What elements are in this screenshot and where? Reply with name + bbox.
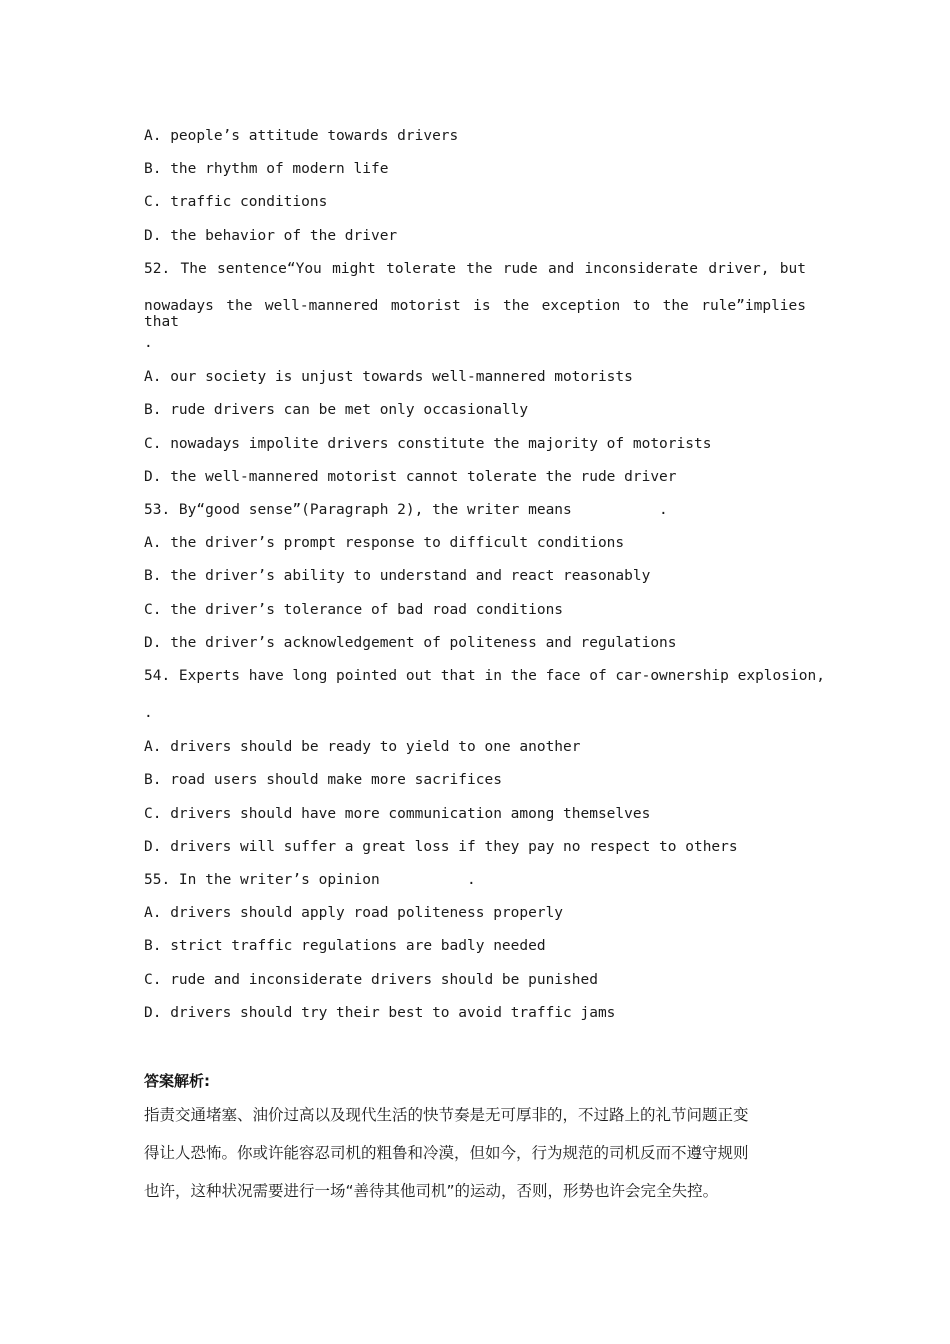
q51-option-b: B. the rhythm of modern life — [144, 161, 389, 177]
q51-option-a: A. people’s attitude towards drivers — [144, 128, 459, 144]
q55-option-b: B. strict traffic regulations are badly needed — [144, 938, 546, 954]
q53-option-a: A. the driver’s prompt response to difficult conditions — [144, 535, 625, 551]
q52-option-d: D. the well-mannered motorist cannot tolerate the rude driver — [144, 469, 677, 485]
q55-option-a: A. drivers should apply road politeness properly — [144, 905, 564, 921]
q53-stem: 53. By“good sense”(Paragraph 2), the writer means . — [144, 502, 668, 518]
answer-heading: 答案解析: — [144, 1072, 210, 1090]
q52-option-c: C. nowadays impolite drivers constitute the majority of motorists — [144, 436, 712, 452]
q54-option-c: C. drivers should have more communication among themselves — [144, 806, 651, 822]
q54-option-a: A. drivers should be ready to yield to one another — [144, 739, 581, 755]
answer-line-2: 得让人恐怖。你或许能容忍司机的粗鲁和冷漠，但如今，行为规范的司机反而不遵守规则 — [144, 1144, 749, 1162]
q54-stem-line2: . — [144, 705, 153, 721]
q53-option-c: C. the driver’s tolerance of bad road conditions — [144, 602, 564, 618]
q54-option-d: D. drivers will suffer a great loss if they pay no respect to others — [144, 839, 738, 855]
q54-option-b: B. road users should make more sacrifices — [144, 772, 502, 788]
q53-option-d: D. the driver’s acknowledgement of politeness and regulations — [144, 635, 677, 651]
q55-option-c: C. rude and inconsiderate drivers should be punished — [144, 972, 598, 988]
q52-stem-line3: . — [144, 335, 153, 351]
q51-option-c: C. traffic conditions — [144, 194, 328, 210]
q52-option-a: A. our society is unjust towards well-mannered motorists — [144, 369, 633, 385]
answer-line-3: 也许，这种状况需要进行一场“善待其他司机”的运动，否则，形势也许会完全失控。 — [144, 1182, 719, 1200]
q51-option-d: D. the behavior of the driver — [144, 228, 398, 244]
answer-line-1: 指责交通堵塞、油价过高以及现代生活的快节奏是无可厚非的，不过路上的礼节问题正变 — [144, 1106, 749, 1124]
q52-stem-line2: nowadays the well-mannered motorist is the exception to the rule”implies that — [144, 298, 806, 330]
q52-stem-line1: 52. The sentence“You might tolerate the rude and inconsiderate driver, but — [144, 261, 806, 277]
q54-stem-line1: 54. Experts have long pointed out that in the face of car-ownership explosion, — [144, 668, 825, 684]
q53-option-b: B. the driver’s ability to understand and react reasonably — [144, 568, 651, 584]
q55-option-d: D. drivers should try their best to avoid traffic jams — [144, 1005, 616, 1021]
q52-option-b: B. rude drivers can be met only occasionally — [144, 402, 529, 418]
q55-stem: 55. In the writer’s opinion . — [144, 872, 476, 888]
